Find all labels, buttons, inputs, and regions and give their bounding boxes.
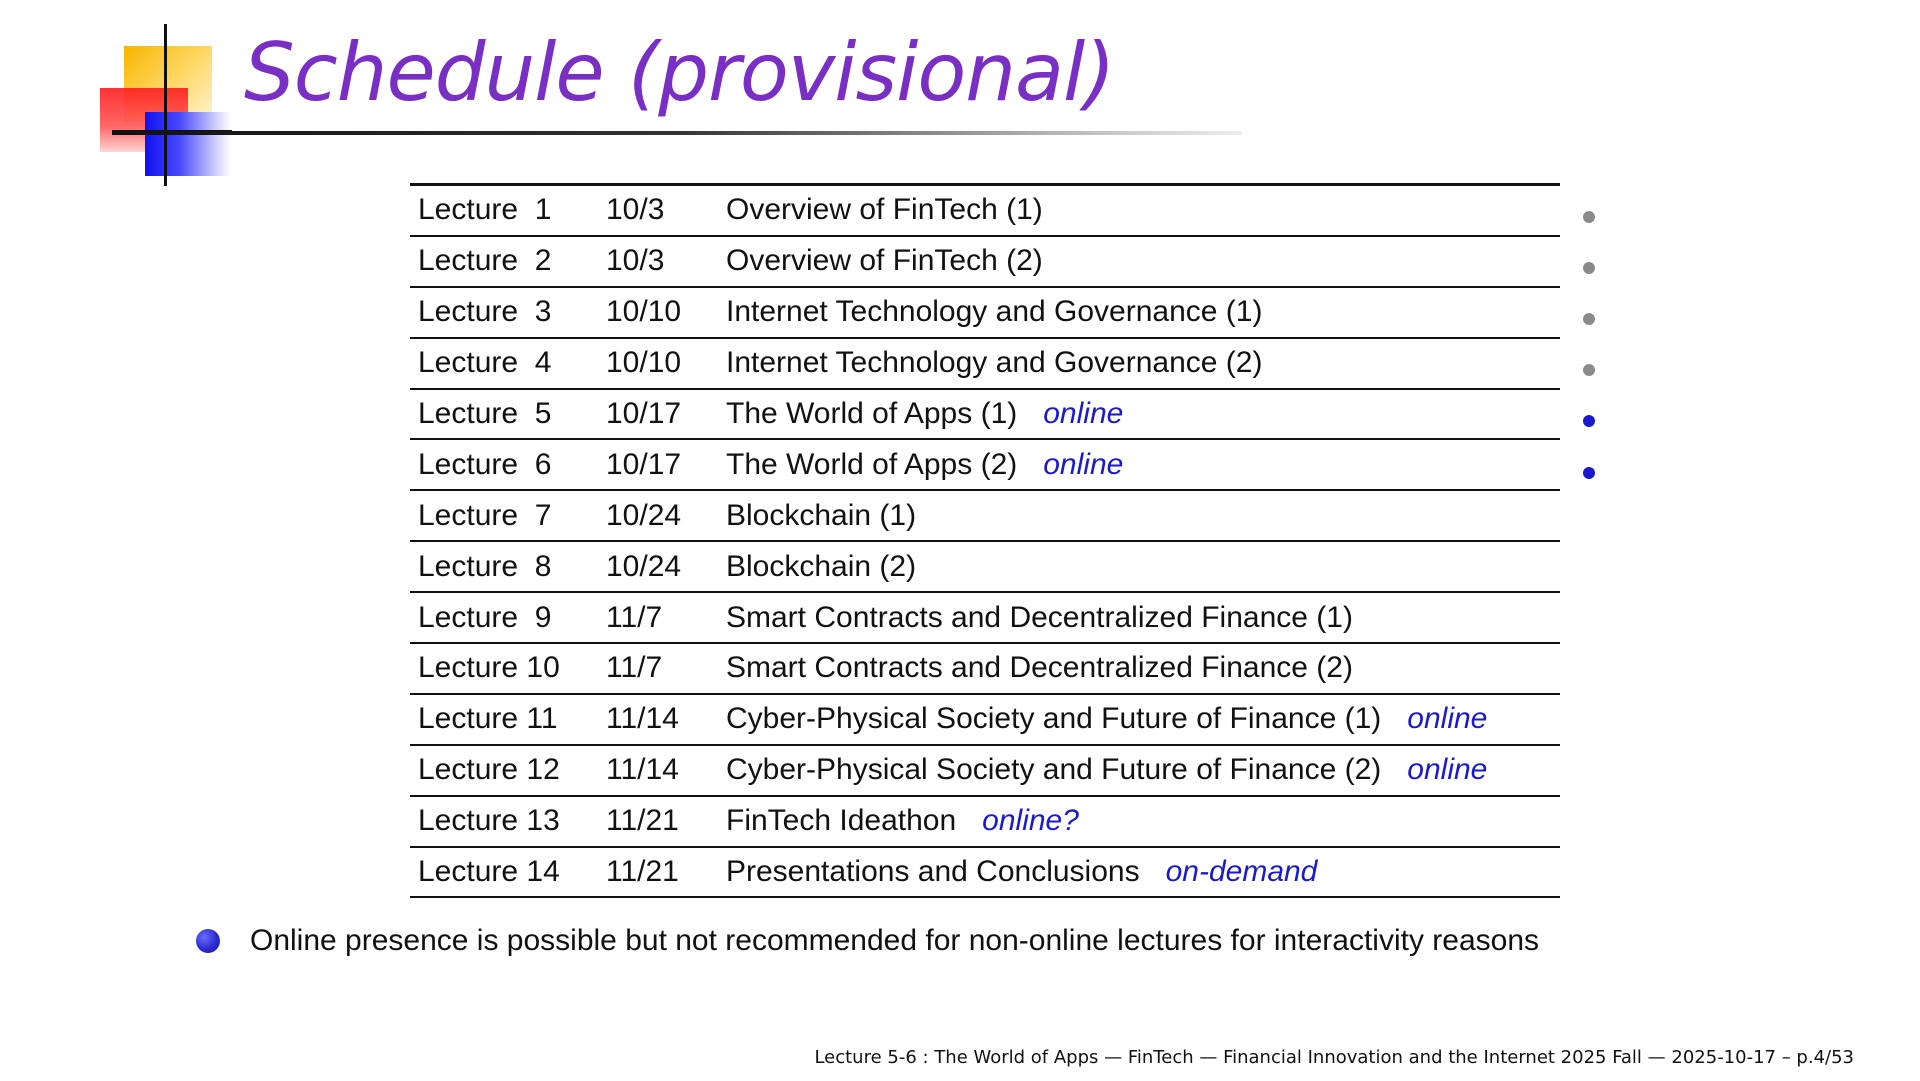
topic-text: Internet Technology and Governance (1) — [726, 295, 1263, 329]
progress-dot-icon — [1583, 415, 1595, 427]
topic-cell — [718, 796, 1560, 847]
lecture-cell: Lecture 7 — [410, 490, 598, 541]
date-cell: 11/21 — [598, 796, 718, 847]
lecture-cell: Lecture 6 — [410, 439, 598, 490]
topic-cell — [718, 847, 1560, 898]
table-row — [410, 592, 1560, 643]
lecture-cell: Lecture 10 — [410, 643, 598, 694]
topic-text: Overview of FinTech (2) — [726, 244, 1043, 278]
progress-dot-icon — [1583, 467, 1595, 479]
topic-text: Overview of FinTech (1) — [726, 193, 1043, 227]
delivery-tag: online — [1043, 447, 1124, 481]
delivery-tag: online — [1407, 753, 1488, 787]
deco-blue-square — [145, 112, 231, 176]
topic-cell — [718, 236, 1560, 287]
date-cell: 11/7 — [598, 592, 718, 643]
deco-vertical-line — [164, 24, 167, 186]
table-row — [410, 389, 1560, 440]
schedule-body — [410, 185, 1560, 898]
table-row — [410, 745, 1560, 796]
topic-text: Internet Technology and Governance (2) — [726, 346, 1263, 380]
delivery-tag: online — [1407, 702, 1488, 736]
topic-text: Blockchain (2) — [726, 549, 917, 583]
lecture-cell: Lecture 2 — [410, 236, 598, 287]
table-row — [410, 796, 1560, 847]
date-cell: 10/24 — [598, 490, 718, 541]
progress-dot-icon — [1583, 364, 1595, 376]
topic-text: Cyber-Physical Society and Future of Finance (2) — [726, 753, 1382, 787]
lecture-cell: Lecture 5 — [410, 389, 598, 440]
delivery-tag: online? — [982, 804, 1079, 838]
topic-cell — [718, 745, 1560, 796]
topic-cell — [718, 643, 1560, 694]
topic-cell — [718, 694, 1560, 745]
topic-text: Cyber-Physical Society and Future of Finance (1) — [726, 702, 1382, 736]
topic-text: The World of Apps (2) — [726, 447, 1018, 481]
topic-text: Smart Contracts and Decentralized Finance (1) — [726, 600, 1353, 634]
topic-cell — [718, 338, 1560, 389]
lecture-cell: Lecture 4 — [410, 338, 598, 389]
date-cell: 10/10 — [598, 338, 718, 389]
title-rule — [112, 131, 1242, 135]
table-row — [410, 439, 1560, 490]
table-row — [410, 287, 1560, 338]
lecture-cell: Lecture 14 — [410, 847, 598, 898]
lecture-cell: Lecture 13 — [410, 796, 598, 847]
lecture-cell: Lecture 1 — [410, 185, 598, 236]
date-cell: 11/14 — [598, 745, 718, 796]
date-cell: 11/14 — [598, 694, 718, 745]
note-text: Online presence is possible but not recommended for non-online lectures for interactivity reasons — [250, 924, 1540, 957]
topic-cell — [718, 287, 1560, 338]
date-cell: 10/17 — [598, 389, 718, 440]
progress-dot-icon — [1583, 313, 1595, 325]
table-row — [410, 236, 1560, 287]
topic-text: Blockchain (1) — [726, 498, 917, 532]
table-row — [410, 541, 1560, 592]
topic-text: Smart Contracts and Decentralized Finance (2) — [726, 651, 1353, 685]
topic-cell — [718, 389, 1560, 440]
table-row — [410, 185, 1560, 236]
delivery-tag: online — [1043, 397, 1124, 430]
topic-cell — [718, 490, 1560, 541]
slide-title: Schedule (provisional) — [244, 26, 1115, 119]
lecture-cell: Lecture 12 — [410, 745, 598, 796]
date-cell: 10/3 — [598, 236, 718, 287]
topic-cell — [718, 592, 1560, 643]
lecture-cell: Lecture 3 — [410, 287, 598, 338]
delivery-tag: on-demand — [1165, 855, 1318, 889]
corner-decoration — [0, 0, 240, 200]
progress-dot-icon — [1583, 262, 1595, 274]
date-cell: 11/7 — [598, 643, 718, 694]
topic-cell — [718, 541, 1560, 592]
table-row — [410, 694, 1560, 745]
topic-text: FinTech Ideathon — [726, 804, 957, 838]
topic-cell — [718, 439, 1560, 490]
lecture-cell: Lecture 8 — [410, 541, 598, 592]
lecture-cell: Lecture 9 — [410, 592, 598, 643]
date-cell: 10/3 — [598, 185, 718, 236]
table-row — [410, 643, 1560, 694]
topic-text: Presentations and Conclusions — [726, 855, 1140, 889]
date-cell: 10/10 — [598, 287, 718, 338]
progress-dot-icon — [1583, 211, 1595, 223]
bullet-icon — [196, 929, 220, 953]
table-row — [410, 847, 1560, 898]
table-row — [410, 490, 1560, 541]
lecture-cell: Lecture 11 — [410, 694, 598, 745]
date-cell: 11/21 — [598, 847, 718, 898]
topic-text: The World of Apps (1) — [726, 397, 1018, 430]
schedule-table — [410, 183, 1560, 898]
topic-cell — [718, 185, 1560, 236]
date-cell: 10/17 — [598, 439, 718, 490]
table-row — [410, 338, 1560, 389]
date-cell: 10/24 — [598, 541, 718, 592]
slide-footer: Lecture 5-6 : The World of Apps — FinTech — Financial Innovation and the Internet 2025 Fall — 2025-10-17 – p.4/53 — [814, 1047, 1854, 1068]
